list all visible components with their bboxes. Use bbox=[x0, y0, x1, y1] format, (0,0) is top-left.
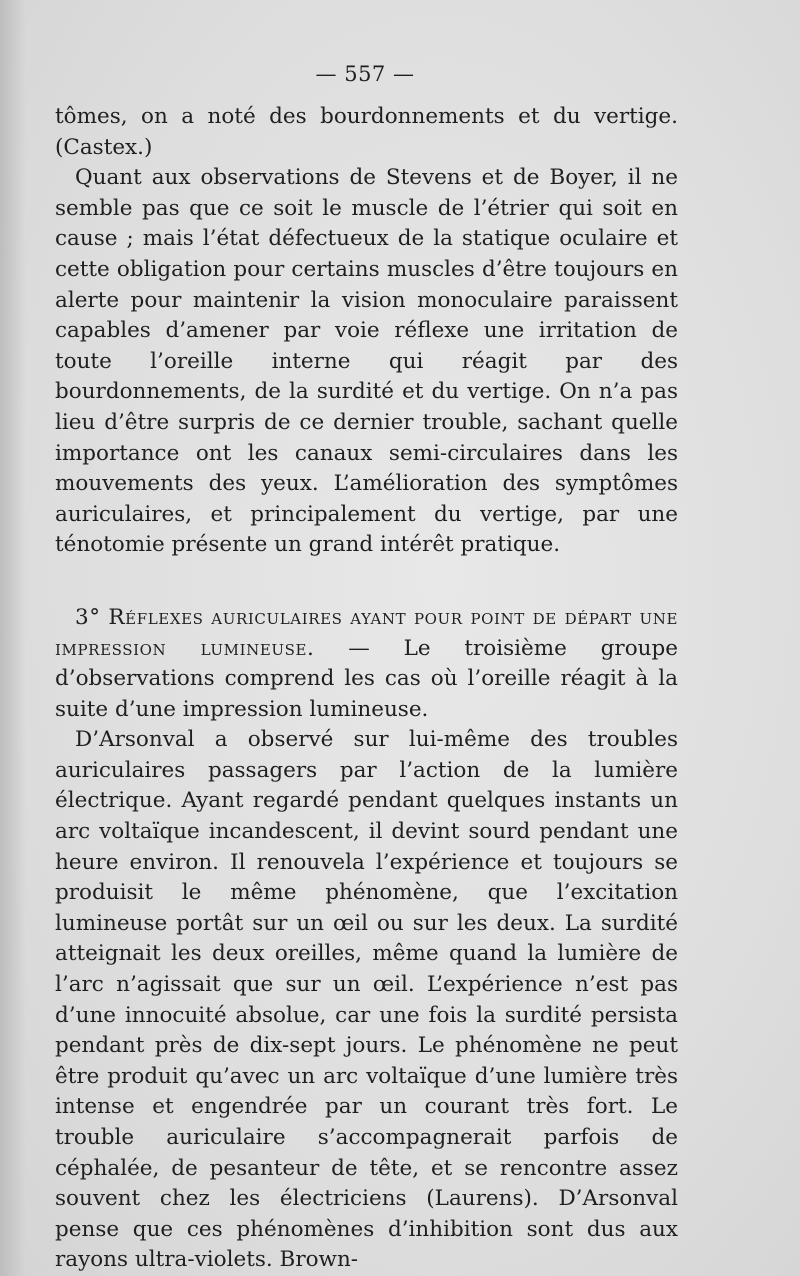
paragraph-stevens-boyer: Quant aux observations de Stevens et de Boyer, il ne semble pas que ce soit le muscle de l’étrier qui soit en cause ; mais l’état défectueux de la statique oculaire et cette obligation pour certains muscles d’être toujours en alerte pour maintenir la vision monoculaire paraissent capables d’amener par voie réflexe une irritation de toute l’oreille interne qui réagit par des bourdonnements, de la surdité et du vertige. On n’a pas lieu d’être surpris de ce dernier trouble, sachant quelle importance ont les canaux semi-circulaires dans les mouvements des yeux. L’amélioration des symptômes auriculaires, et principalement du vertige, par une ténotomie présente un grand intérêt pratique. bbox=[55, 165, 678, 558]
paragraph-darsonval: D’Arsonval a observé sur lui-même des troubles auriculaires passagers par l’action de la lumière électrique. Ayant regardé pendant quelques instants un arc voltaïque incandescent, il devint sourd pendant une heure environ. Il renouvela l’expérience et toujours se produisit le même phénomène, que l’excitation lumineuse portât sur un œil ou sur les deux. La surdité atteignait les deux oreilles, même quand la lumière de l’arc n’agissait que sur un œil. L’expérience n’est pas d’une innocuité absolue, car une fois la surdité persista pendant près de dix-sept jours. Le phénomène ne peut être produit qu’avec un arc voltaïque d’une lumière très intense et engendrée par un courant très fort. Le trouble auriculaire s’accompagnerait parfois de céphalée, de pesanteur de tête, et se rencontre assez souvent chez les électriciens (Laurens). D’Arsonval pense que ces phénomènes d’inhibition sont dus aux rayons ultra-violets. Brown- bbox=[55, 727, 678, 1273]
spine-shadow bbox=[0, 0, 26, 1276]
body-text bbox=[55, 102, 678, 1276]
section-gap bbox=[55, 561, 678, 603]
section-heading-continuation: — Le troisième groupe d’observations comprend les cas où l’oreille réagit à la suite d’une impression lumineuse. bbox=[55, 635, 678, 722]
page-number: — 557 — bbox=[315, 62, 415, 86]
paragraph-continuation: tômes, on a noté des bourdonnements et du vertige. (Castex.) bbox=[55, 104, 678, 160]
section-paragraph bbox=[55, 603, 678, 725]
section-heading: 3° Réflexes auriculaires ayant pour point de départ une impression lumineuse. bbox=[55, 604, 678, 661]
